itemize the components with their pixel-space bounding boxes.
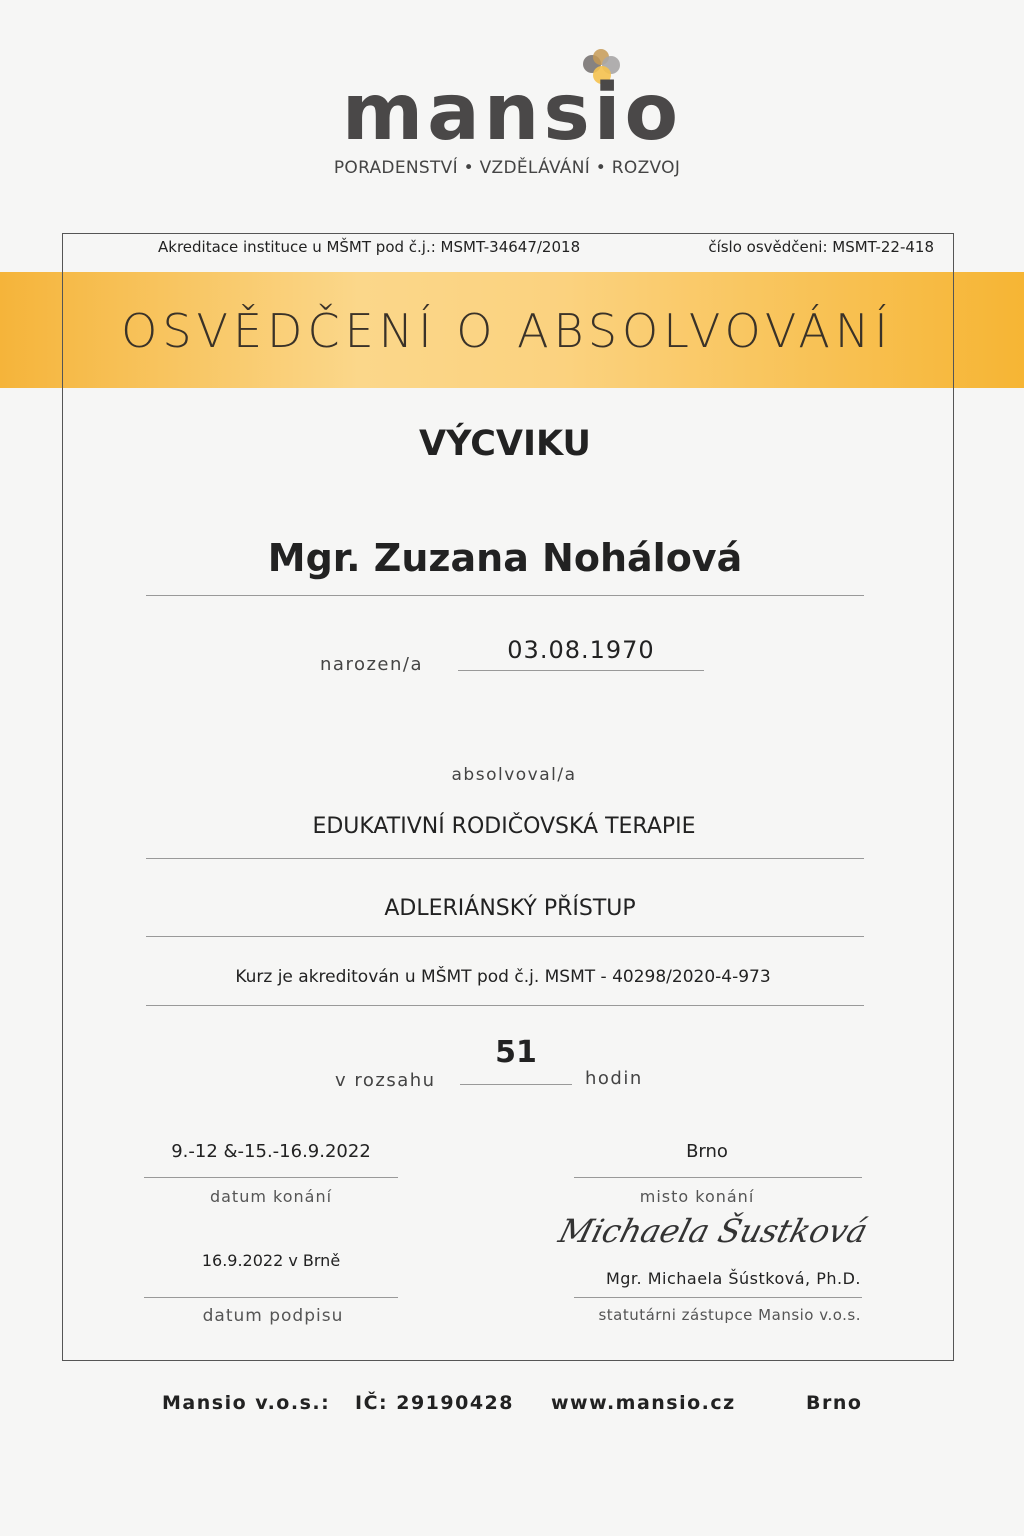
divider: [146, 858, 864, 859]
course-place: Brno: [686, 1141, 728, 1162]
signatory-role: statutárni zástupce Mansio v.o.s.: [598, 1306, 861, 1324]
course-dates-label: datum konání: [209, 1187, 333, 1206]
divider: [146, 1005, 864, 1006]
logo-tagline: PORADENSTVÍ • VZDĚLÁVÁNÍ • ROZVOJ: [333, 158, 681, 178]
course-accreditation: Kurz je akreditován u MŠMT pod č.j. MSMT - 40298/2020-4-973: [235, 967, 771, 987]
hours-label-before: v rozsahu: [335, 1070, 436, 1091]
institution-accreditation: Akreditace instituce u MŠMT pod č.j.: MSMT-34647/2018: [158, 238, 581, 256]
divider: [144, 1297, 398, 1298]
signing-date-label: datum podpisu: [202, 1306, 344, 1326]
divider: [458, 670, 704, 671]
birth-date: 03.08.1970: [507, 636, 655, 664]
course-approach: ADLERIÁNSKÝ PŘÍSTUP: [384, 896, 636, 921]
certificate-title: OSVĚDČENÍ O ABSOLVOVÁNÍ: [121, 304, 893, 358]
footer-ico: IČ: 29190428: [355, 1392, 514, 1414]
footer-city: Brno: [806, 1392, 863, 1414]
recipient-name: Mgr. Zuzana Nohálová: [267, 536, 743, 580]
course-dates: 9.-12 &-15.-16.9.2022: [171, 1141, 371, 1162]
hours-value: 51: [495, 1035, 537, 1070]
course-name: EDUKATIVNÍ RODIČOVSKÁ TERAPIE: [312, 814, 696, 839]
logo-wordmark: mansio: [341, 68, 683, 158]
hours-label-after: hodin: [585, 1068, 643, 1089]
divider: [574, 1297, 862, 1298]
divider: [574, 1177, 862, 1178]
signing-date: 16.9.2022 v Brně: [201, 1251, 341, 1270]
footer-company: Mansio v.o.s.:: [162, 1392, 331, 1414]
divider: [460, 1084, 572, 1085]
divider: [146, 936, 864, 937]
certificate-subtitle: VÝCVIKU: [419, 424, 591, 464]
divider: [144, 1177, 398, 1178]
certificate-number: číslo osvědčeni: MSMT-22-418: [708, 238, 934, 256]
course-place-label: misto konání: [639, 1187, 755, 1206]
birth-label: narozen/a: [320, 654, 423, 675]
footer-website: www.mansio.cz: [551, 1392, 736, 1414]
completed-label: absolvoval/a: [451, 765, 577, 785]
signature: Michaela Šustková: [554, 1212, 872, 1250]
signatory-name: Mgr. Michaela Šústková, Ph.D.: [605, 1269, 861, 1288]
divider: [146, 595, 864, 596]
